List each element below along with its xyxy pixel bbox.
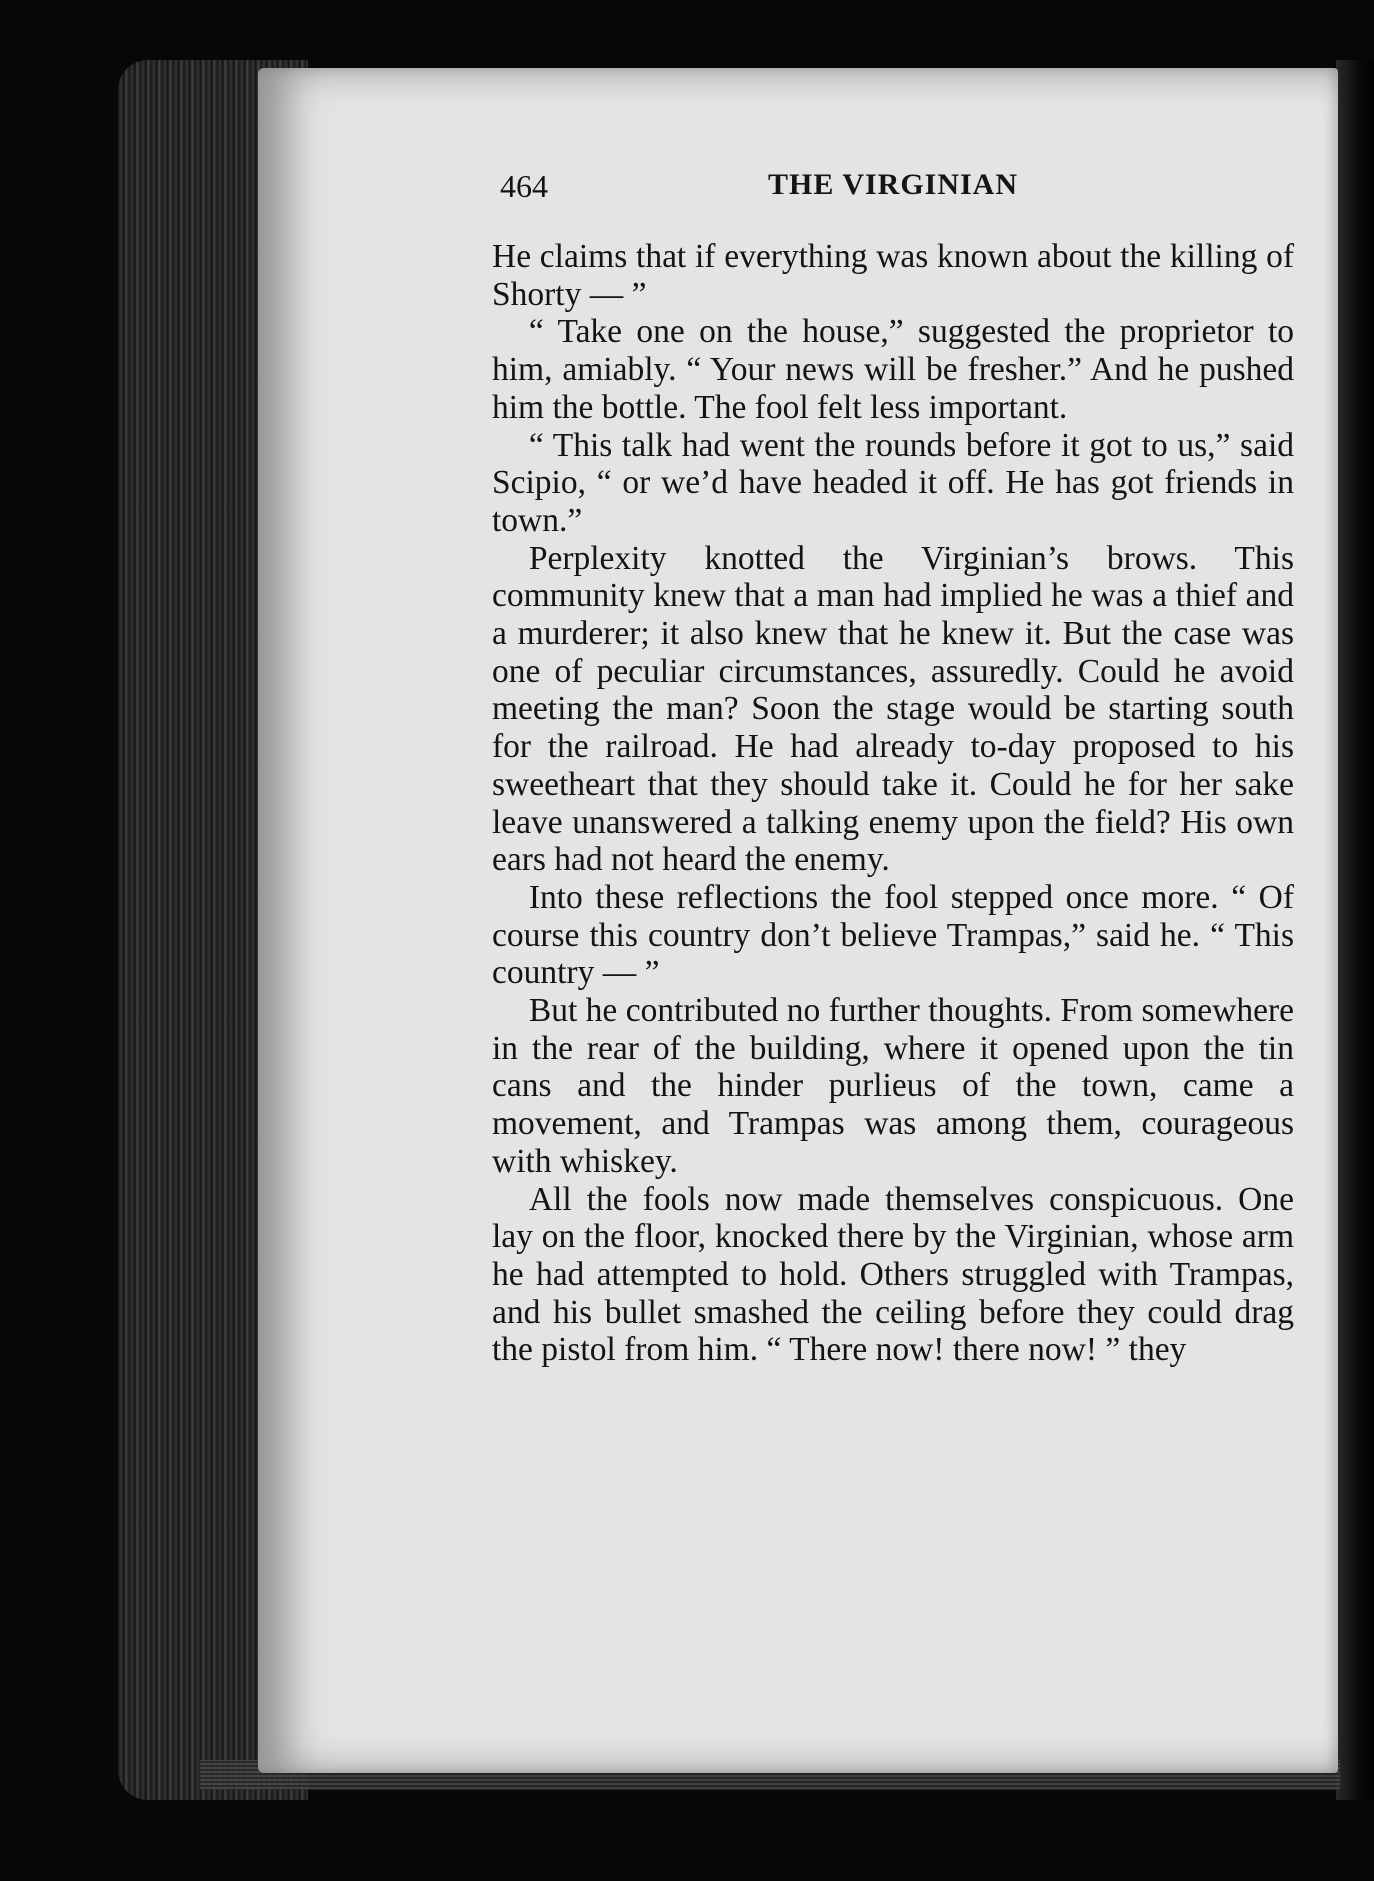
paragraph-1: He claims that if everything was known about the killing of Shorty — ”	[492, 238, 1294, 313]
paragraph-2: “ Take one on the house,” suggested the proprietor to him, amiably. “ Your news will be fresher.” And he pushed him the bottle. The fool felt less important.	[492, 313, 1294, 426]
paragraph-7: All the fools now made themselves conspicuous. One lay on the floor, knocked there by the Virginian, whose arm he had attempted to hold. Others struggled with Trampas, and his bullet smashed the ceiling before they could drag the pistol from him. “ There now! there now! ” they	[492, 1180, 1294, 1369]
book-title: THE VIRGINIAN	[768, 168, 1018, 201]
running-head	[500, 168, 1300, 208]
body-text	[492, 238, 1294, 1369]
paragraph-6: But he contributed no further thoughts. From somewhere in the rear of the building, where it opened upon the tin cans and the hinder purlieus of the town, came a movement, and Trampas was among them, courageous with whiskey.	[492, 992, 1294, 1180]
paragraph-5: Into these reflections the fool stepped once more. “ Of course this country don’t believe Trampas,” said he. “ This country — ”	[492, 878, 1294, 992]
paragraph-3: “ This talk had went the rounds before it got to us,” said Scipio, “ or we’d have headed it off. He has got friends in town.”	[492, 426, 1294, 539]
paragraph-4: Perplexity knotted the Virginian’s brows. This community knew that a man had implied he was a thief and a murderer; it also knew that he knew it. But the case was one of peculiar circumstances, assuredly. Could he avoid meeting the man? Soon the stage would be starting south for the railroad. He had already to-day proposed to his sweetheart that they should take it. Could he for her sake leave unanswered a talking enemy upon the field? His own ears had not heard the enemy.	[492, 539, 1294, 879]
page-number: 464	[500, 168, 548, 204]
book-right-edge	[1336, 60, 1374, 1800]
